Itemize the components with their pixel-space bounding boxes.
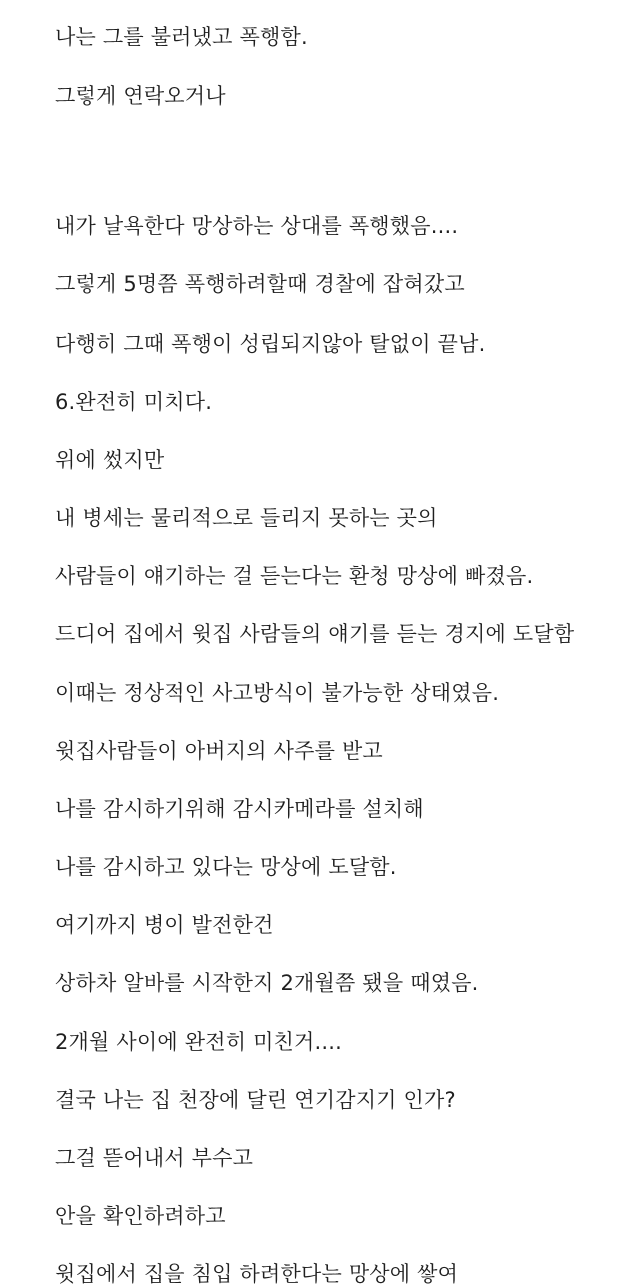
- text-line: 상하차 알바를 시작한지 2개월쯤 됐을 때였음.: [55, 971, 479, 995]
- text-line: 내가 날욕한다 망상하는 상대를 폭행했음....: [55, 214, 459, 238]
- text-line: 2개월 사이에 완전히 미친거....: [55, 1030, 343, 1054]
- text-line: 그걸 뜯어내서 부수고: [55, 1146, 254, 1170]
- section-heading: 6.완전히 미치다.: [55, 390, 213, 414]
- text-line: 다행히 그때 폭행이 성립되지않아 탈없이 끝남.: [55, 332, 486, 356]
- text-line: 내 병세는 물리적으로 들리지 못하는 곳의: [55, 506, 438, 530]
- text-line: 드디어 집에서 윗집 사람들의 얘기를 듣는 경지에 도달함: [55, 622, 575, 646]
- text-line: 윗집사람들이 아버지의 사주를 받고: [55, 739, 383, 763]
- text-line: 그렇게 5명쯤 폭행하려할때 경찰에 잡혀갔고: [55, 272, 465, 296]
- text-line: 나는 그를 불러냈고 폭행함.: [55, 25, 308, 49]
- text-line: 나를 감시하기위해 감시카메라를 설치해: [55, 797, 424, 821]
- text-line: 그렇게 연락오거나: [55, 84, 226, 108]
- text-line: 위에 썼지만: [55, 448, 165, 472]
- text-line: 사람들이 얘기하는 걸 듣는다는 환청 망상에 빠졌음.: [55, 564, 534, 588]
- text-line: 여기까지 병이 발전한건: [55, 913, 274, 937]
- text-line: 윗집에서 집을 침입 하려한다는 망상에 쌓여: [55, 1262, 459, 1286]
- text-line: 결국 나는 집 천장에 달린 연기감지기 인가?: [55, 1088, 456, 1112]
- text-line: 안을 확인하려하고: [55, 1204, 226, 1228]
- text-line: 이때는 정상적인 사고방식이 불가능한 상태였음.: [55, 681, 500, 705]
- text-line: 나를 감시하고 있다는 망상에 도달함.: [55, 855, 397, 879]
